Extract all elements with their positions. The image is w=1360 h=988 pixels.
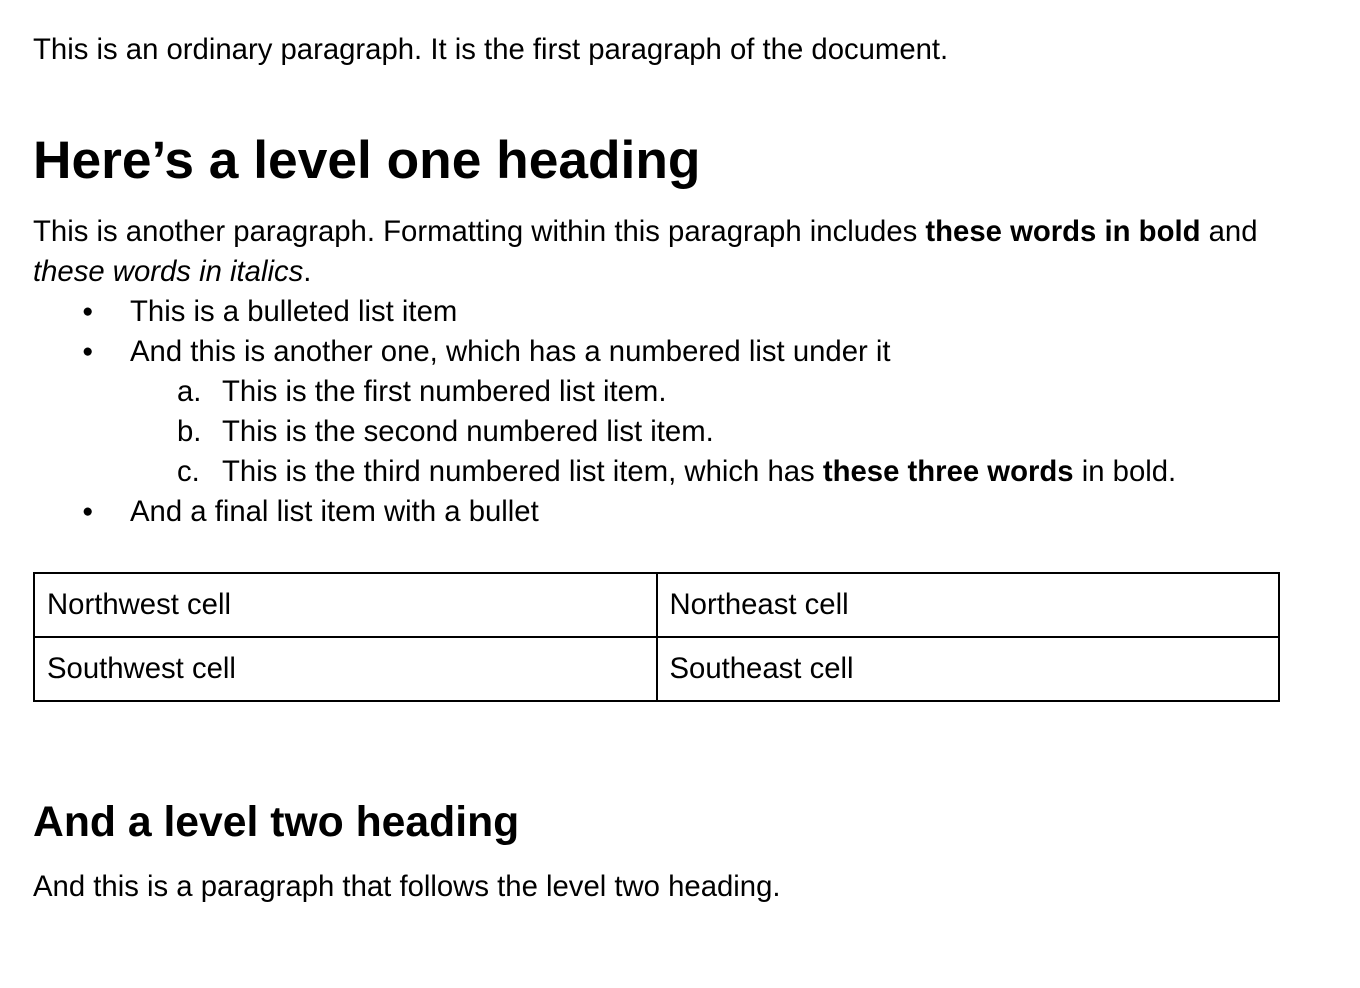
table-cell-southwest: Southwest cell (34, 637, 657, 701)
list-item (33, 492, 1327, 532)
list-item (33, 332, 1327, 492)
paragraph-after-h2: And this is a paragraph that follows the level two heading. (33, 870, 781, 903)
document-table (33, 572, 1280, 702)
bullet-icon: ● (82, 301, 94, 322)
numbered-sublist (130, 372, 1327, 492)
list-item-text: And this is another one, which has a numbered list under it (130, 335, 891, 368)
heading-level-1: Here’s a level one heading (33, 131, 701, 190)
numbered-item-text: This is the third numbered list item, which has (222, 455, 823, 488)
paragraph-second-italic-text: these words in italics (33, 255, 304, 288)
list-item-text: And a final list item with a bullet (130, 495, 539, 528)
bullet-icon: ● (82, 501, 94, 522)
numbered-list-item (130, 372, 1327, 412)
paragraph-second-text: This is another paragraph. Formatting within this paragraph includes (33, 215, 926, 248)
numbered-item-text: in bold. (1073, 455, 1177, 488)
list-marker-a: a. (177, 375, 202, 408)
bullet-icon: ● (82, 341, 94, 362)
paragraph-second (33, 212, 1327, 292)
numbered-list-item (130, 412, 1327, 452)
table-cell-northeast: Northeast cell (657, 573, 1280, 637)
table-cell-southeast: Southeast cell (657, 637, 1280, 701)
table-row (34, 637, 1279, 701)
paragraph-first: This is an ordinary paragraph. It is the first paragraph of the document. (33, 33, 949, 66)
list-marker-c: c. (177, 455, 200, 488)
table-row (34, 573, 1279, 637)
heading-level-2: And a level two heading (33, 798, 520, 846)
list-marker-b: b. (177, 415, 202, 448)
paragraph-second-text: . (303, 255, 312, 288)
numbered-item-bold-text: these three words (822, 455, 1074, 488)
numbered-item-text: This is the second numbered list item. (222, 415, 714, 448)
paragraph-second-text: and (1200, 215, 1258, 248)
bullet-list (33, 292, 1327, 532)
numbered-list-item (130, 452, 1327, 492)
list-item (33, 292, 1327, 332)
numbered-item-text: This is the first numbered list item. (222, 375, 667, 408)
table-cell-northwest: Northwest cell (34, 573, 657, 637)
list-item-text: This is a bulleted list item (130, 295, 458, 328)
paragraph-second-bold-text: these words in bold (925, 215, 1201, 248)
